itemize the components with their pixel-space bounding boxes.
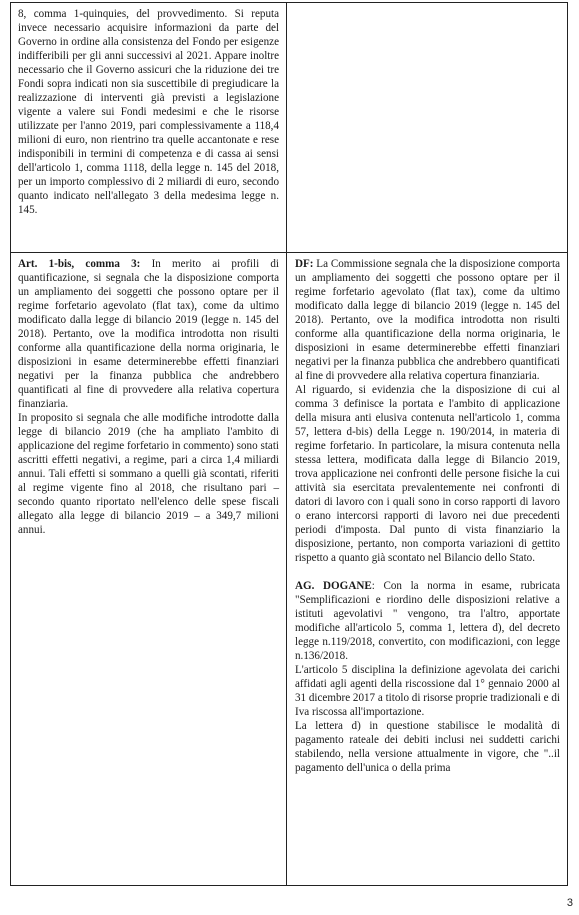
df-paragraph-1-text: La Commissione segnala che la disposizione comporta un ampliamento dei soggetti che possono optare per il regime forfetario agevolato (flat tax), come da ultimo modificato dalla legge di bilancio 2019 (legge n. 145 del 2018). Pertanto, ove la modifica introdotta non risulti conforme alla quantificazione della norma originaria, le disposizioni in esame determinerebbe effetti finanziari negativi per la finanza pubblica che andrebbero quantificati al fine di provvedere alla relativa copertura finanziaria. [295,258,560,382]
ag-paragraph-2: L'articolo 5 disciplina la definizione agevolata dei carichi affidati agli agenti della riscossione dal 1° gennaio 2000 al 31 dicembre 2017 a titolo di risorse proprie tradizionali e di Iva riscossa all'importazione. [295,664,560,718]
top-left-paragraph: 8, comma 1-quinquies, del provvedimento. Si reputa invece necessario acquisire informazioni da parte del Governo in ordine alla consistenza del Fondo per esigenze indifferibili per gli anni successivi al 2021. Appare inoltre necessario che il Governo assicuri che la riduzione dei tre Fondi sopra indicati non sia suscettibile di pregiudicare la realizzazione di interventi già previsti a legislazione vigente a valere sui Fondi medesimi e che le risorse utilizzate per l'anno 2019, pari complessivamente a 118,4 milioni di euro, non rientrino tra quelle accantonate e rese indisponibili in termini di competenza e di cassa ai sensi dell'articolo 1, comma 1118, della legge n. 145 del 2018, per un importo complessivo di 2 miliardi di euro, secondo quanto indicato nell'allegato 3 della medesima legge n. 145. [18,8,279,216]
page-number: 3 [566,897,573,909]
df-label: DF: [295,258,314,270]
right-cell [287,253,567,885]
top-left-cell [11,3,287,252]
top-right-cell [287,3,567,252]
df-paragraph-2: Al riguardo, si evidenzia che la disposizione di cui al comma 3 definisce la portata e l'ambito di applicazione della misura anti elusiva contenuta nell'articolo 1, comma 57, lettera d-bis) della Legge n. 190/2014, in materia di regime forfetario. In particolare, la misura contenuta nella stessa lettera, modificata dalla legge di Bilancio 2019, trova applicazione nei confronti delle persone fisiche la cui attività sia esercitata prevalentemente nei confronti di datori di lavoro con i quali sono in corso rapporti di lavoro o erano intercorsi rapporti di lavoro nei due precedenti periodi d'imposta. Dal punto di vista finanziario la disposizione, pertanto, non comporta variazioni di gettito rispetto a quanto già scontato nel Bilancio dello Stato. [295,384,560,564]
ag-paragraph-1 [295,579,560,663]
left-cell [11,253,287,885]
ag-paragraph-3: La lettera d) in questione stabilisce le modalità di pagamento rateale dei debiti inclusi nei suddetti carichi stabilendo, nella versione attualmente in vigore, che "..il pagamento dell'unica o della prima [295,720,560,774]
ag-paragraph-1-text: : Con la norma in esame, rubricata "Semplificazioni e riordino delle disposizioni relative a istituti agevolativi " vengono, tra l'altro, apportate modifiche all'articolo 5, comma 1, lettera d), del decreto legge n.119/2018, convertito, con modificazioni, con legge n.136/2018. [295,580,560,662]
left-paragraph-1-text: In merito ai profili di quantificazione, si segnala che la disposizione comporta un ampliamento dei soggetti che possono optare per il regime forfetario agevolato (flat tax), come da ultimo modificato dalla legge di bilancio 2019 (legge n. 145 del 2018). Pertanto, ove la modifica introdotta non risulti conforme alla quantificazione della norma originaria, le disposizioni in esame determinerebbe effetti finanziari negativi per la finanza pubblica che andrebbero quantificati al fine di provvedere alla relativa copertura finanziaria. [18,258,279,410]
table-row-main [11,253,567,885]
article-heading: Art. 1-bis, comma 3: [18,258,141,270]
ag-label: AG. DOGANE [295,580,372,592]
left-paragraph-2: In proposito si segnala che alle modifiche introdotte dalla legge di bilancio 2019 (che ha ampliato l'ambito di applicazione del regime forfetario in commento) sono stati ascritti effetti negativi, a regime, pari a circa 1,4 miliardi annui. Tali effetti si sommano a quelli già scontati, riferiti al regime vigente fino al 2018, che risultano pari – secondo quanto riportato nell'elenco delle spese fiscali allegato alla legge di bilancio 2019 – a 349,7 milioni annui. [18,412,279,536]
df-paragraph-1 [295,257,560,383]
table-row-top [11,3,567,253]
comparison-table [10,2,568,886]
left-paragraph-1 [18,257,279,411]
